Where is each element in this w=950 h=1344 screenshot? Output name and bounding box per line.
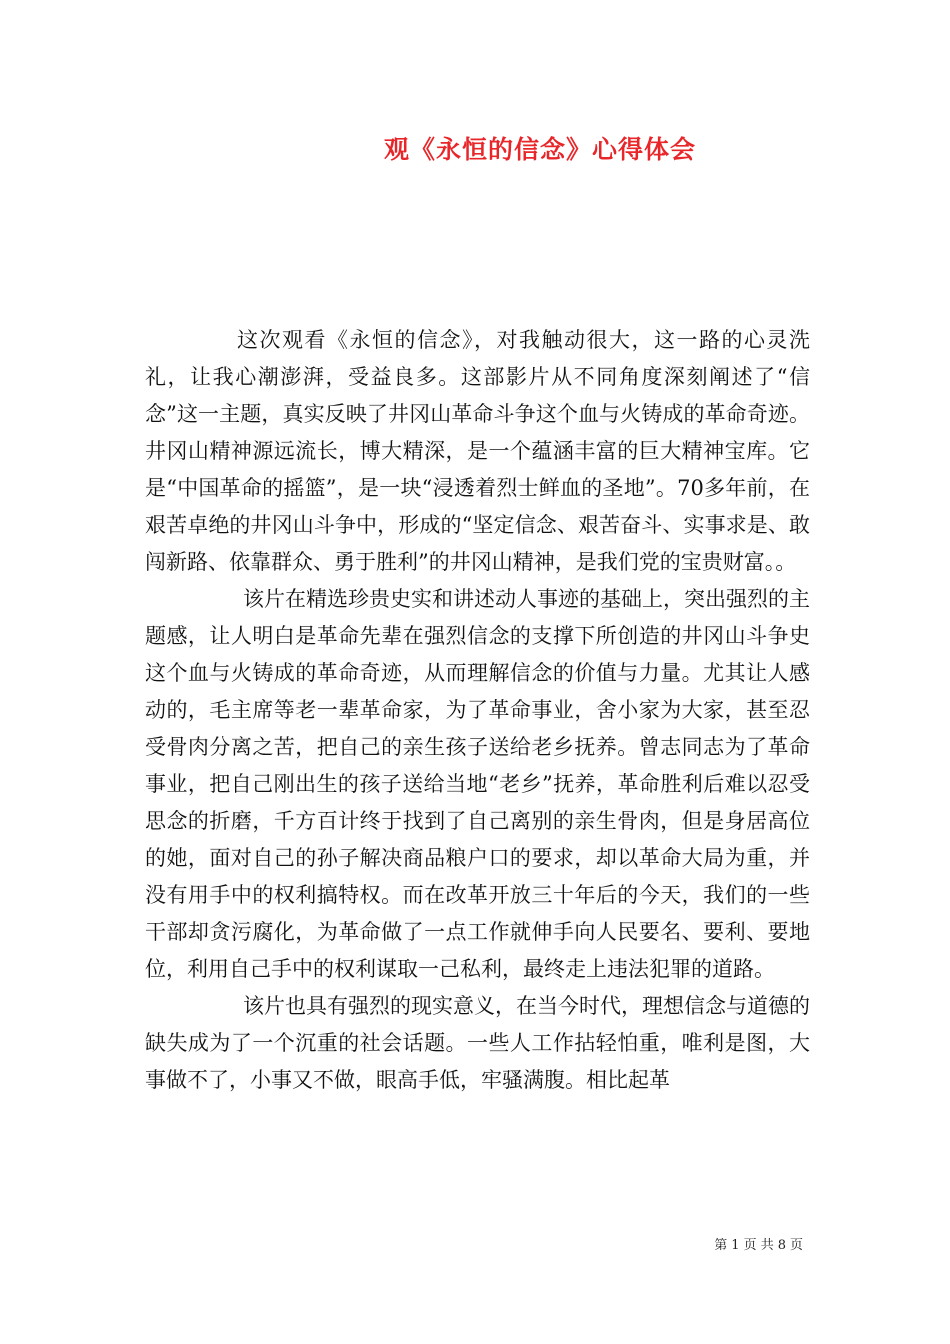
document-title: 观《永恒的信念》心得体会 [383,135,696,164]
footer-total-pages: 8 [777,1238,786,1253]
paragraph-3: 该片也具有强烈的现实意义，在当今时代，理想信念与道德的缺失成为了一个沉重的社会话题。一些人工作拈轻怕重，唯利是图，大事做不了，小事又不做，眼高手低，牢骚满腹。相比起革 [145,994,810,1092]
page-number-footer [0,1236,805,1256]
footer-current-page: 1 [731,1238,740,1253]
footer-middle: 页 共 [743,1238,774,1253]
footer-prefix: 第 [714,1238,728,1253]
paragraph-1: 这次观看《永恒的信念》，对我触动很大，这一路的心灵洗礼，让我心潮澎湃，受益良多。这部影片从不同角度深刻阐述了“信念”这一主题，真实反映了井冈山革命斗争这个血与火铸成的革命奇迹。井冈山精神源远流长，博大精深，是一个蕴涵丰富的巨大精神宝库。它是“中国革命的摇篮”，是一块“浸透着烈士鲜血的圣地”。70多年前，在艰苦卓绝的井冈山斗争中，形成的“坚定信念、艰苦奋斗、实事求是、敢闯新路、依靠群众、勇于胜利”的井冈山精神，是我们党的宝贵财富。。 [145,328,810,574]
paragraph-2: 该片在精选珍贵史实和讲述动人事迹的基础上，突出强烈的主题感，让人明白是革命先辈在强烈信念的支撑下所创造的井冈山斗争史这个血与火铸成的革命奇迹，从而理解信念的价值与力量。尤其让人感动的，毛主席等老一辈革命家，为了革命事业，舍小家为大家，甚至忍受骨肉分离之苦，把自己的亲生孩子送给老乡抚养。曾志同志为了革命事业，把自己刚出生的孩子送给当地“老乡”抚养，革命胜利后难以忍受思念的折磨，千方百计终于找到了自己离别的亲生骨肉，但是身居高位的她，面对自己的孙子解决商品粮户口的要求，却以革命大局为重，并没有用手中的权利搞特权。而在改革开放三十年后的今天，我们的一些干部却贪污腐化，为革命做了一点工作就伸手向人民要名、要利、要地位，利用自己手中的权利谋取一己私利，最终走上违法犯罪的道路。 [145,587,810,981]
document-body [145,322,810,1099]
footer-suffix: 页 [789,1238,803,1253]
